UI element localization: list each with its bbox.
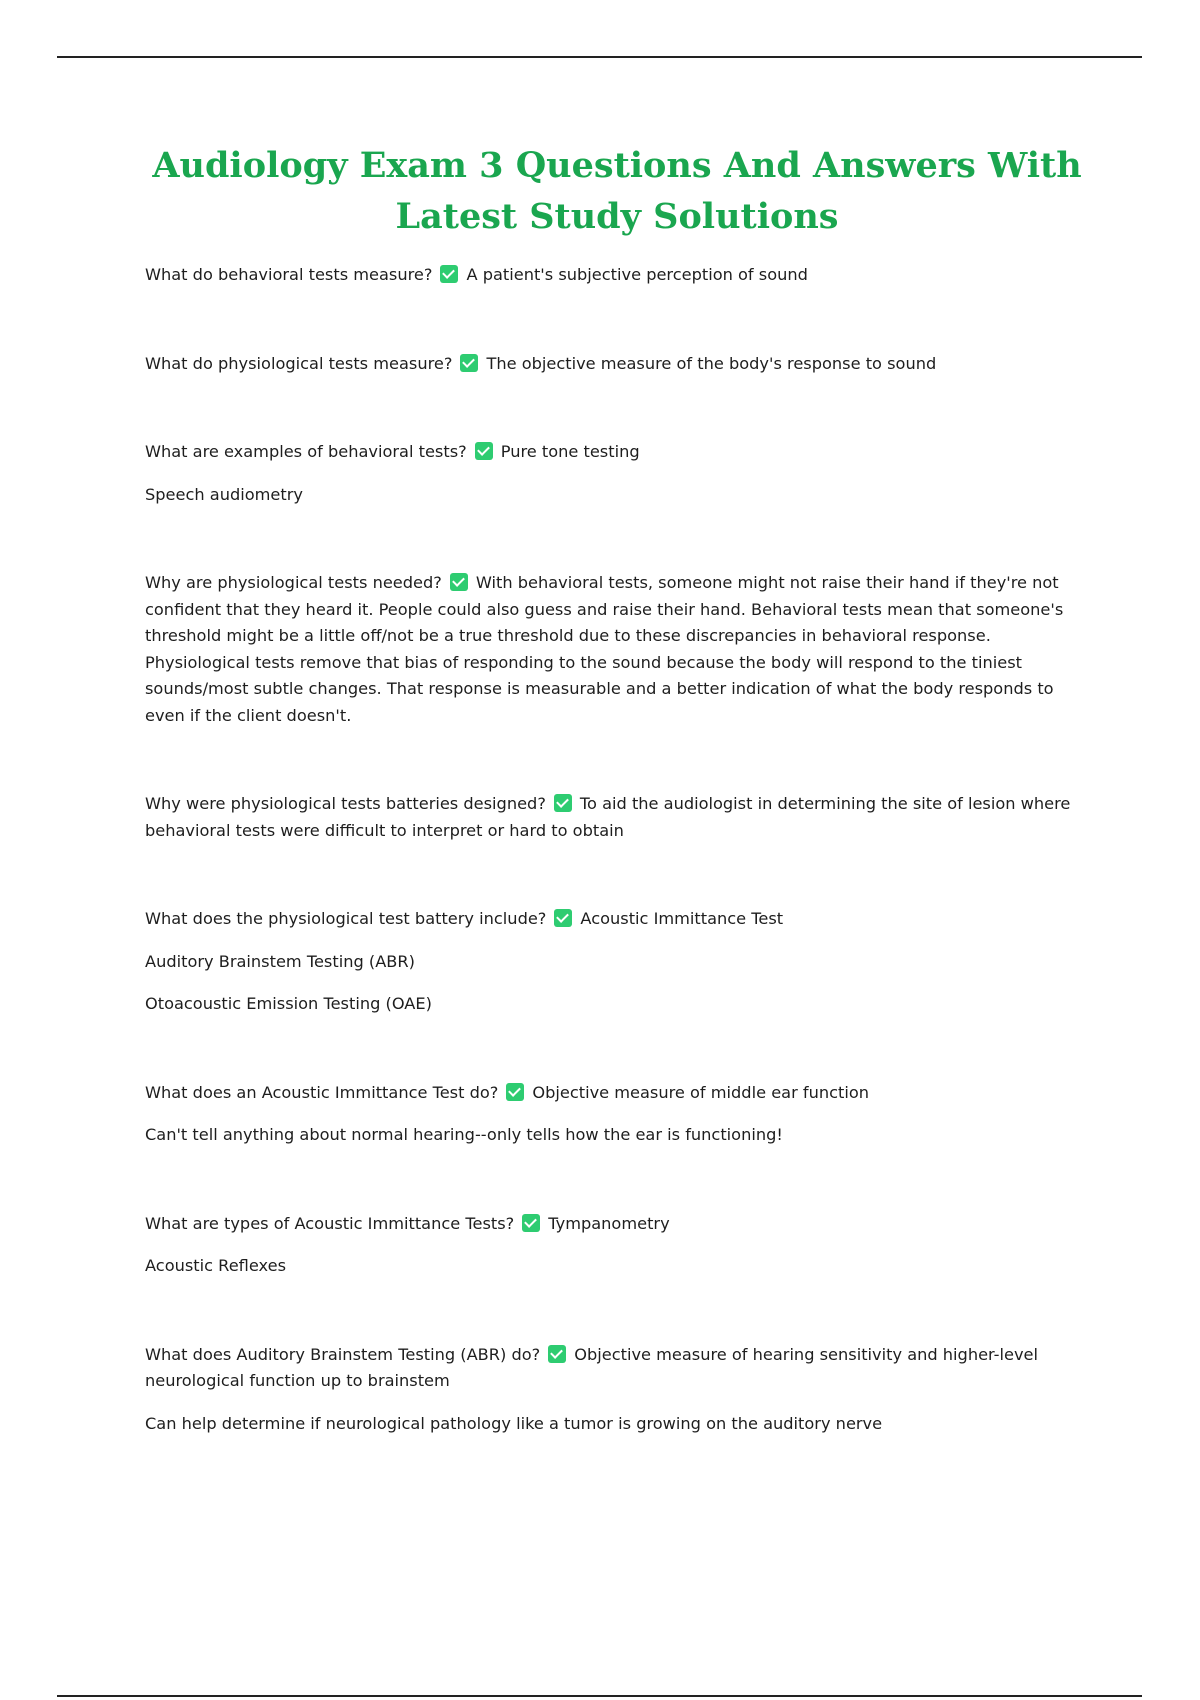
qa-item bbox=[145, 1080, 1080, 1149]
qa-list bbox=[145, 262, 1080, 1499]
qa-question-line bbox=[145, 351, 1080, 378]
checkmark-icon bbox=[506, 1083, 524, 1101]
qa-question-line bbox=[145, 906, 1080, 933]
answer-extra-line: Speech audiometry bbox=[145, 484, 303, 504]
qa-item bbox=[145, 1211, 1080, 1280]
checkmark-icon bbox=[522, 1214, 540, 1232]
qa-item bbox=[145, 262, 1080, 289]
answer-text: A patient's subjective perception of sound bbox=[466, 265, 808, 284]
question-text: What does an Acoustic Immittance Test do? bbox=[145, 1082, 499, 1102]
qa-item bbox=[145, 1342, 1080, 1438]
question-text: What do physiological tests measure? bbox=[145, 353, 453, 373]
qa-item bbox=[145, 906, 1080, 1018]
page-title: Audiology Exam 3 Questions And Answers With Latest Study Solutions bbox=[152, 145, 1082, 237]
answer-extra-line: Can help determine if neurological pathology like a tumor is growing on the auditory nerve bbox=[145, 1413, 883, 1433]
answer-text: Pure tone testing bbox=[500, 442, 640, 461]
question-text: What does the physiological test battery include? bbox=[145, 909, 547, 928]
answer-extra-line: Otoacoustic Emission Testing (OAE) bbox=[145, 994, 432, 1013]
answer-extra-line: Acoustic Reflexes bbox=[145, 1256, 286, 1275]
top-rule bbox=[57, 56, 1142, 58]
question-text: What are examples of behavioral tests? bbox=[145, 442, 467, 461]
qa-item bbox=[145, 351, 1080, 378]
checkmark-icon bbox=[475, 442, 493, 460]
qa-question-line bbox=[145, 1211, 1080, 1238]
answer-extra-line: Can't tell anything about normal hearing--only tells how the ear is functioning! bbox=[145, 1125, 783, 1144]
qa-item bbox=[145, 570, 1080, 729]
question-text: Why were physiological tests batteries designed? bbox=[145, 794, 546, 813]
checkmark-icon bbox=[548, 1345, 566, 1363]
qa-item bbox=[145, 439, 1080, 508]
checkmark-icon bbox=[440, 265, 458, 283]
answer-text: The objective measure of the body's response to sound bbox=[486, 353, 937, 373]
question-text: What do behavioral tests measure? bbox=[145, 265, 433, 284]
answer-text: With behavioral tests, someone might not raise their hand if they're not confident that they heard it. People could also guess and raise their hand. Behavioral tests mean that someone's threshold might be a little off/not be a true threshold due to these discrepancies in behavioral response. Physiological tests remove that bias of responding to the sound because the body will respond to the tiniest sounds/most subtle changes. That response is measurable and a better indication of what the body responds to even if the client doesn't. bbox=[145, 573, 1064, 725]
answer-extra-line: Auditory Brainstem Testing (ABR) bbox=[145, 951, 415, 971]
qa-question-line bbox=[145, 1342, 1080, 1395]
qa-question-line bbox=[145, 439, 1080, 466]
answer-text: Objective measure of middle ear function bbox=[532, 1082, 869, 1102]
checkmark-icon bbox=[460, 354, 478, 372]
qa-question-line bbox=[145, 1080, 1080, 1107]
qa-question-line bbox=[145, 570, 1080, 729]
question-text: What does Auditory Brainstem Testing (ABR) do? bbox=[145, 1344, 541, 1364]
bottom-rule bbox=[57, 1695, 1142, 1697]
checkmark-icon bbox=[554, 909, 572, 927]
qa-question-line bbox=[145, 791, 1080, 844]
qa-item bbox=[145, 791, 1080, 844]
question-text: What are types of Acoustic Immittance Tests? bbox=[145, 1213, 515, 1233]
question-text: Why are physiological tests needed? bbox=[145, 573, 442, 592]
checkmark-icon bbox=[554, 794, 572, 812]
answer-text: Tympanometry bbox=[548, 1213, 670, 1233]
answer-text: Objective measure of hearing sensitivity and higher-level neurological function up to brainstem bbox=[145, 1344, 1038, 1390]
qa-question-line bbox=[145, 262, 1080, 289]
answer-text: To aid the audiologist in determining the site of lesion where behavioral tests were difficult to interpret or hard to obtain bbox=[145, 794, 1071, 840]
checkmark-icon bbox=[450, 573, 468, 591]
answer-text: Acoustic Immittance Test bbox=[580, 909, 784, 928]
